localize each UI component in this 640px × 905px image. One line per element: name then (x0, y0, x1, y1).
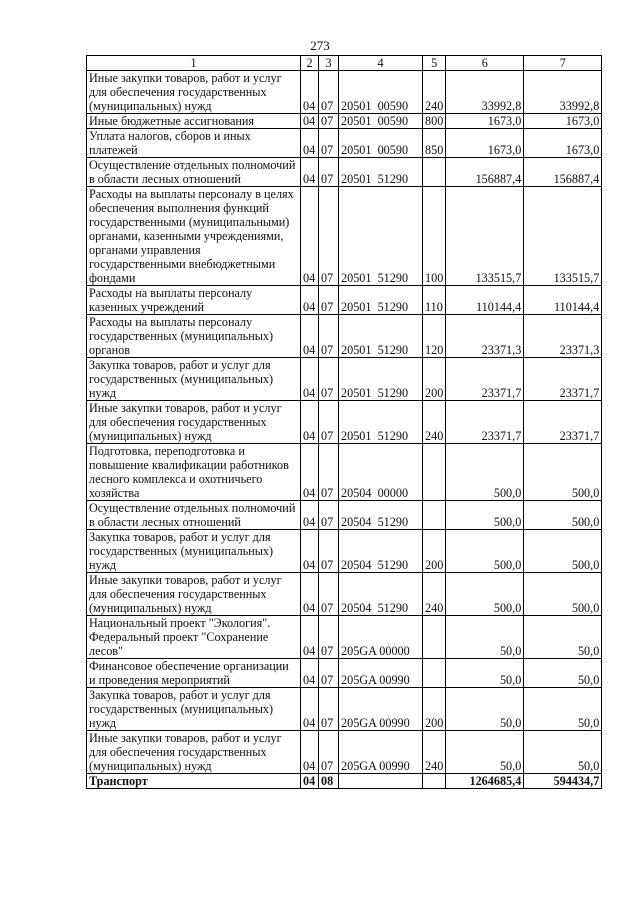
row-name-cell: Иные бюджетные ассигнования (87, 114, 301, 129)
amount-1-cell: 156887,4 (446, 158, 524, 187)
amount-2-cell: 156887,4 (524, 158, 602, 187)
expense-type-cell: 240 (423, 731, 446, 774)
table-row (87, 530, 602, 573)
section-code-cell: 04 (301, 315, 319, 358)
row-name-cell: Иные закупки товаров, работ и услуг для обеспечения государственных (муниципальных) нужд (87, 401, 301, 444)
section-code-cell: 04 (301, 530, 319, 573)
target-article-cell: 20504 51290 (339, 530, 423, 573)
table-row (87, 616, 602, 659)
subsection-code-cell: 07 (319, 358, 339, 401)
row-name-cell: Закупка товаров, работ и услуг для государственных (муниципальных) нужд (87, 688, 301, 731)
table-row (87, 71, 602, 114)
row-name-cell: Закупка товаров, работ и услуг для государственных (муниципальных) нужд (87, 530, 301, 573)
amount-2-cell: 50,0 (524, 688, 602, 731)
table-row (87, 158, 602, 187)
section-code-cell: 04 (301, 187, 319, 286)
amount-1-cell: 110144,4 (446, 286, 524, 315)
header-cell: 1 (87, 56, 301, 71)
expense-type-cell: 240 (423, 71, 446, 114)
expense-type-cell: 200 (423, 358, 446, 401)
target-article-cell: 20501 51290 (339, 187, 423, 286)
target-article-cell: 205GA 00990 (339, 731, 423, 774)
target-article-cell (339, 774, 423, 789)
target-article-cell: 20501 51290 (339, 358, 423, 401)
header-cell: 5 (423, 56, 446, 71)
expense-type-cell (423, 158, 446, 187)
page-number: 273 (310, 38, 330, 53)
amount-1-cell: 1673,0 (446, 129, 524, 158)
section-code-cell: 04 (301, 774, 319, 789)
target-article-cell: 205GA 00990 (339, 688, 423, 731)
amount-2-cell: 500,0 (524, 444, 602, 501)
subsection-code-cell: 07 (319, 530, 339, 573)
section-code-cell: 04 (301, 286, 319, 315)
section-code-cell: 04 (301, 358, 319, 401)
row-name-cell: Расходы на выплаты персоналу государственных (муниципальных) органов (87, 315, 301, 358)
amount-2-cell: 110144,4 (524, 286, 602, 315)
amount-2-cell: 50,0 (524, 731, 602, 774)
target-article-cell: 205GA 00000 (339, 616, 423, 659)
section-code-cell: 04 (301, 659, 319, 688)
expense-type-cell (423, 774, 446, 789)
subsection-code-cell: 07 (319, 158, 339, 187)
amount-1-cell: 500,0 (446, 573, 524, 616)
amount-2-cell: 500,0 (524, 530, 602, 573)
section-code-cell: 04 (301, 158, 319, 187)
section-code-cell: 04 (301, 114, 319, 129)
amount-2-cell: 23371,7 (524, 358, 602, 401)
expense-type-cell (423, 659, 446, 688)
amount-1-cell: 500,0 (446, 444, 524, 501)
subsection-code-cell: 07 (319, 315, 339, 358)
section-code-cell: 04 (301, 573, 319, 616)
expense-type-cell: 850 (423, 129, 446, 158)
row-name-cell: Иные закупки товаров, работ и услуг для обеспечения государственных (муниципальных) нужд (87, 731, 301, 774)
amount-1-cell: 500,0 (446, 530, 524, 573)
expense-type-cell: 200 (423, 530, 446, 573)
table-row (87, 444, 602, 501)
target-article-cell: 20501 00590 (339, 114, 423, 129)
expense-type-cell: 240 (423, 573, 446, 616)
target-article-cell: 20501 00590 (339, 129, 423, 158)
row-name-cell: Расходы на выплаты персоналу казенных учреждений (87, 286, 301, 315)
expense-type-cell: 120 (423, 315, 446, 358)
amount-1-cell: 33992,8 (446, 71, 524, 114)
table-row (87, 187, 602, 286)
section-code-cell: 04 (301, 129, 319, 158)
subsection-code-cell: 07 (319, 573, 339, 616)
expense-type-cell: 200 (423, 688, 446, 731)
table-row (87, 358, 602, 401)
section-code-cell: 04 (301, 71, 319, 114)
target-article-cell: 20504 00000 (339, 444, 423, 501)
target-article-cell: 20501 00590 (339, 71, 423, 114)
subsection-code-cell: 07 (319, 71, 339, 114)
row-name-cell: Транспорт (87, 774, 301, 789)
expense-type-cell: 100 (423, 187, 446, 286)
amount-1-cell: 133515,7 (446, 187, 524, 286)
subsection-code-cell: 07 (319, 286, 339, 315)
header-row (87, 56, 602, 71)
header-cell: 3 (319, 56, 339, 71)
row-name-cell: Осуществление отдельных полномочий в области лесных отношений (87, 158, 301, 187)
total-row (87, 774, 602, 789)
subsection-code-cell: 07 (319, 187, 339, 286)
expense-type-cell (423, 501, 446, 530)
expense-type-cell: 800 (423, 114, 446, 129)
amount-2-cell: 500,0 (524, 501, 602, 530)
subsection-code-cell: 08 (319, 774, 339, 789)
subsection-code-cell: 07 (319, 444, 339, 501)
row-name-cell: Осуществление отдельных полномочий в области лесных отношений (87, 501, 301, 530)
amount-2-cell: 594434,7 (524, 774, 602, 789)
amount-1-cell: 23371,7 (446, 401, 524, 444)
amount-2-cell: 500,0 (524, 573, 602, 616)
row-name-cell: Финансовое обеспечение организации и проведения мероприятий (87, 659, 301, 688)
table-row (87, 731, 602, 774)
target-article-cell: 20501 51290 (339, 401, 423, 444)
amount-1-cell: 1673,0 (446, 114, 524, 129)
budget-table (86, 55, 602, 789)
amount-2-cell: 50,0 (524, 616, 602, 659)
row-name-cell: Уплата налогов, сборов и иных платежей (87, 129, 301, 158)
amount-1-cell: 23371,3 (446, 315, 524, 358)
table-row (87, 573, 602, 616)
subsection-code-cell: 07 (319, 401, 339, 444)
row-name-cell: Иные закупки товаров, работ и услуг для обеспечения государственных (муниципальных) нужд (87, 573, 301, 616)
subsection-code-cell: 07 (319, 129, 339, 158)
section-code-cell: 04 (301, 501, 319, 530)
subsection-code-cell: 07 (319, 731, 339, 774)
amount-2-cell: 1673,0 (524, 129, 602, 158)
table-row (87, 501, 602, 530)
table-row (87, 286, 602, 315)
table-row (87, 114, 602, 129)
header-cell: 7 (524, 56, 602, 71)
row-name-cell: Закупка товаров, работ и услуг для государственных (муниципальных) нужд (87, 358, 301, 401)
header-cell: 4 (339, 56, 423, 71)
amount-1-cell: 23371,7 (446, 358, 524, 401)
amount-2-cell: 23371,3 (524, 315, 602, 358)
table-row (87, 688, 602, 731)
amount-1-cell: 50,0 (446, 659, 524, 688)
target-article-cell: 20501 51290 (339, 286, 423, 315)
subsection-code-cell: 07 (319, 616, 339, 659)
amount-1-cell: 50,0 (446, 616, 524, 659)
expense-type-cell: 240 (423, 401, 446, 444)
row-name-cell: Иные закупки товаров, работ и услуг для обеспечения государственных (муниципальных) нужд (87, 71, 301, 114)
row-name-cell: Подготовка, переподготовка и повышение квалификации работников лесного комплекса и охотничьего хозяйства (87, 444, 301, 501)
amount-2-cell: 23371,7 (524, 401, 602, 444)
subsection-code-cell: 07 (319, 114, 339, 129)
target-article-cell: 205GA 00990 (339, 659, 423, 688)
row-name-cell: Расходы на выплаты персоналу в целях обеспечения выполнения функций государственными (муниципальными) органами, казенными учреждениями, органами управления государственными внебюджетными фондами (87, 187, 301, 286)
amount-1-cell: 50,0 (446, 688, 524, 731)
target-article-cell: 20501 51290 (339, 158, 423, 187)
target-article-cell: 20504 51290 (339, 501, 423, 530)
row-name-cell: Национальный проект "Экология". Федеральный проект "Сохранение лесов" (87, 616, 301, 659)
section-code-cell: 04 (301, 688, 319, 731)
subsection-code-cell: 07 (319, 501, 339, 530)
target-article-cell: 20501 51290 (339, 315, 423, 358)
table-row (87, 401, 602, 444)
table-row (87, 315, 602, 358)
section-code-cell: 04 (301, 731, 319, 774)
amount-2-cell: 133515,7 (524, 187, 602, 286)
amount-1-cell: 500,0 (446, 501, 524, 530)
amount-2-cell: 50,0 (524, 659, 602, 688)
amount-2-cell: 1673,0 (524, 114, 602, 129)
table-row (87, 659, 602, 688)
section-code-cell: 04 (301, 401, 319, 444)
amount-1-cell: 50,0 (446, 731, 524, 774)
section-code-cell: 04 (301, 616, 319, 659)
section-code-cell: 04 (301, 444, 319, 501)
header-cell: 2 (301, 56, 319, 71)
expense-type-cell (423, 444, 446, 501)
target-article-cell: 20504 51290 (339, 573, 423, 616)
amount-1-cell: 1264685,4 (446, 774, 524, 789)
amount-2-cell: 33992,8 (524, 71, 602, 114)
header-cell: 6 (446, 56, 524, 71)
expense-type-cell: 110 (423, 286, 446, 315)
subsection-code-cell: 07 (319, 659, 339, 688)
subsection-code-cell: 07 (319, 688, 339, 731)
expense-type-cell (423, 616, 446, 659)
table-row (87, 129, 602, 158)
